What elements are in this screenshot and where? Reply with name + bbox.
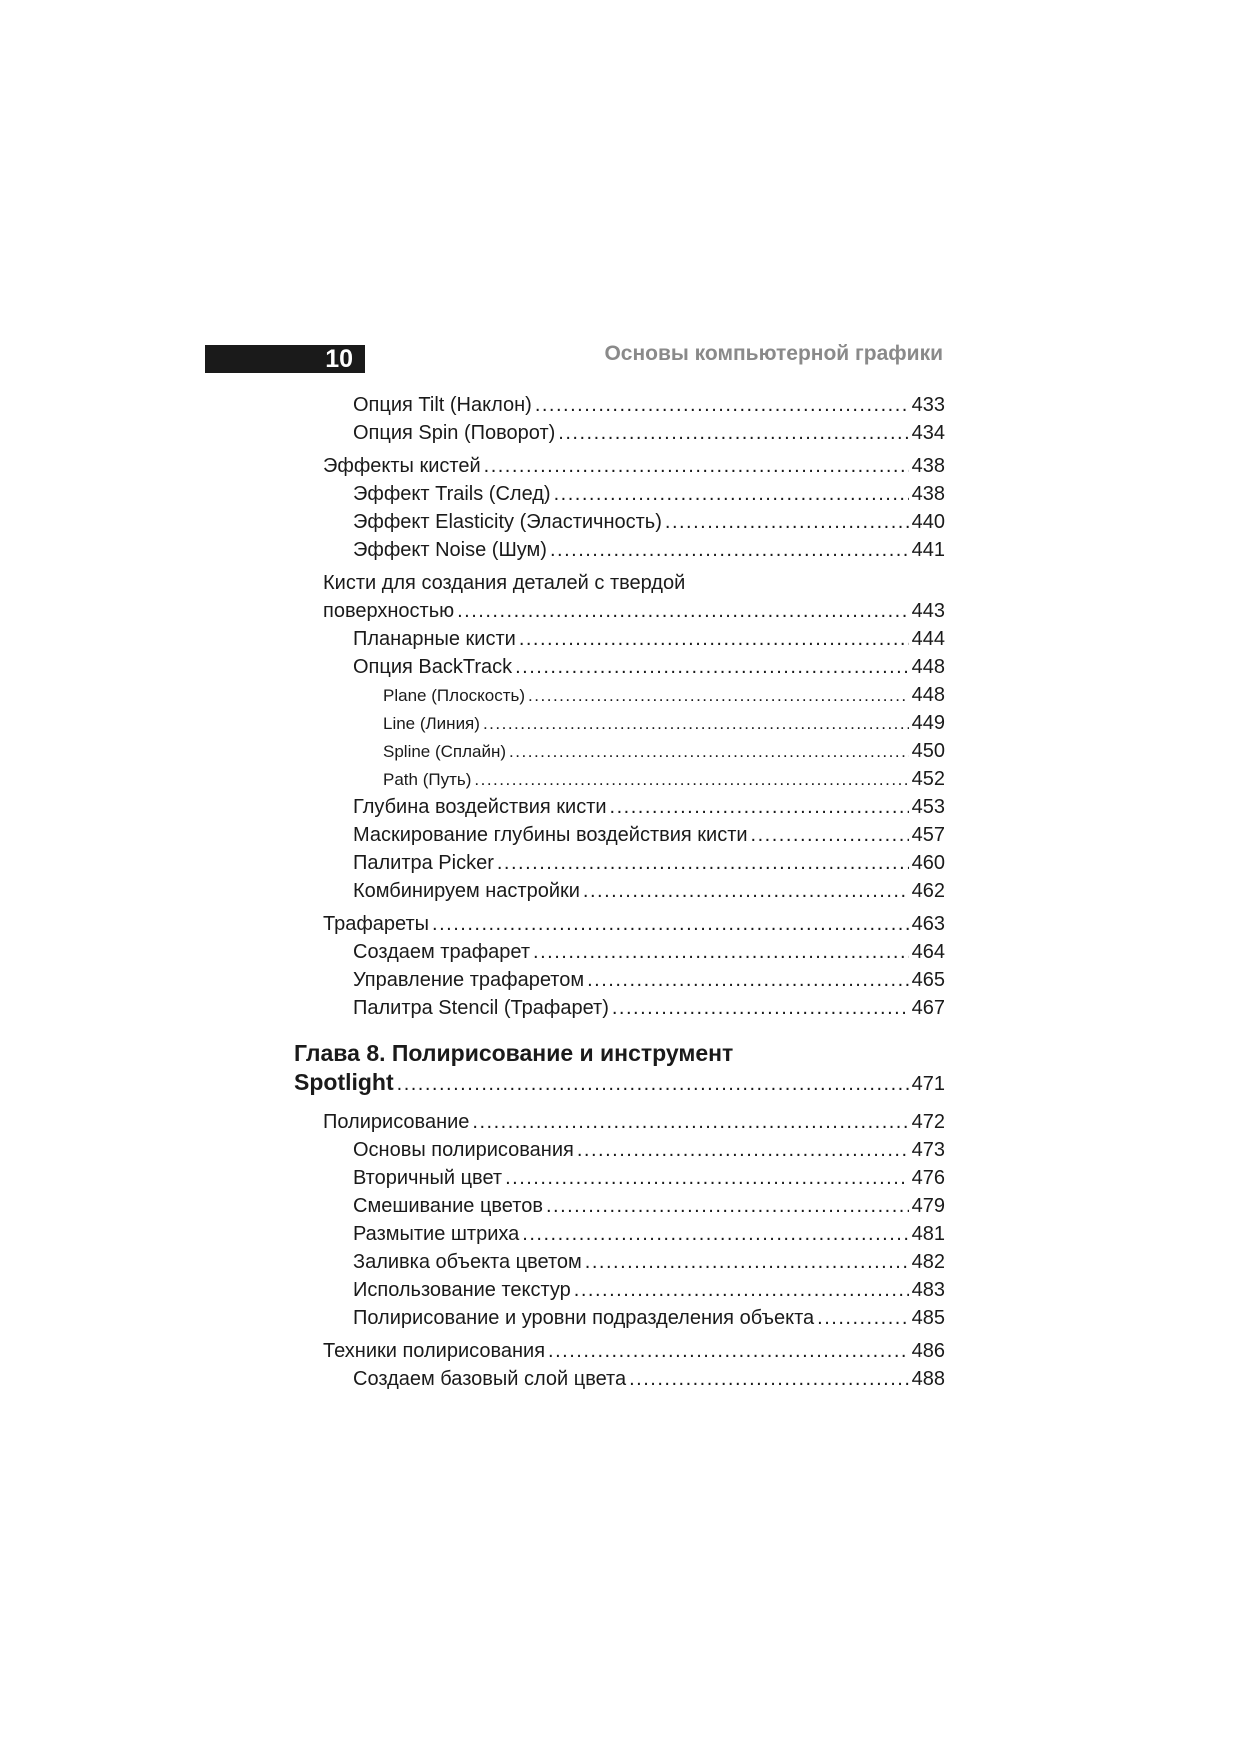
toc-entry[interactable] bbox=[383, 684, 945, 707]
leader-dots bbox=[751, 824, 909, 847]
toc-entry-page: 457 bbox=[911, 824, 945, 846]
toc-entry-title: Опция Spin (Поворот) bbox=[353, 422, 556, 444]
toc-entry-page: 481 bbox=[911, 1223, 945, 1245]
toc-entry-title: Эффект Noise (Шум) bbox=[353, 539, 547, 561]
leader-dots bbox=[546, 1195, 909, 1218]
leader-dots bbox=[505, 1167, 909, 1190]
toc-entry-title: Эффекты кистей bbox=[323, 455, 481, 477]
toc-entry-page: 438 bbox=[911, 455, 945, 477]
leader-dots bbox=[558, 422, 908, 445]
toc-entry-title: Глубина воздействия кисти bbox=[353, 796, 607, 818]
toc-entry[interactable] bbox=[383, 712, 945, 735]
leader-dots bbox=[583, 880, 909, 903]
toc-entry[interactable] bbox=[323, 1340, 945, 1363]
leader-dots bbox=[554, 483, 909, 506]
toc-entry-page: 448 bbox=[911, 656, 945, 678]
toc-entry-page: 440 bbox=[911, 511, 945, 533]
toc-entry-title: Spotlight bbox=[294, 1069, 394, 1095]
toc-entry-page: 450 bbox=[911, 740, 945, 762]
leader-dots bbox=[577, 1139, 909, 1162]
toc-entry-page: 476 bbox=[911, 1167, 945, 1189]
toc-entry[interactable] bbox=[353, 1139, 945, 1162]
toc-entry[interactable] bbox=[353, 656, 945, 679]
toc-entry-title: Планарные кисти bbox=[353, 628, 516, 650]
toc-entry-title: Вторичный цвет bbox=[353, 1167, 503, 1189]
page-header bbox=[205, 340, 943, 376]
toc-entry-page: 444 bbox=[911, 628, 945, 650]
toc-entry-page: 443 bbox=[911, 600, 945, 622]
leader-dots bbox=[432, 913, 909, 936]
leader-dots bbox=[574, 1279, 909, 1302]
leader-dots bbox=[528, 686, 909, 706]
toc-entry-title: поверхностью bbox=[323, 600, 455, 622]
toc-entry[interactable] bbox=[323, 600, 945, 623]
toc-entry-title: Комбинируем настройки bbox=[353, 880, 580, 902]
toc-entry[interactable] bbox=[353, 969, 945, 992]
toc-entry-title: Создаем базовый слой цвета bbox=[353, 1368, 627, 1390]
toc-entry-title: Spline (Сплайн) bbox=[383, 742, 507, 761]
toc-entry[interactable] bbox=[383, 768, 945, 791]
toc-entry-page: 465 bbox=[911, 969, 945, 991]
leader-dots bbox=[474, 770, 908, 790]
toc-entry-title: Полирисование bbox=[323, 1111, 470, 1133]
toc-entry-title: Полирисование и уровни подразделения объекта bbox=[353, 1307, 815, 1329]
toc-entry[interactable] bbox=[353, 1368, 945, 1391]
toc-entry-page: 449 bbox=[911, 712, 945, 734]
leader-dots bbox=[457, 600, 909, 623]
toc-entry[interactable] bbox=[353, 539, 945, 562]
toc-entry-title: Plane (Плоскость) bbox=[383, 686, 526, 705]
toc-entry[interactable] bbox=[353, 1307, 945, 1330]
toc-entry-page: 486 bbox=[911, 1340, 945, 1362]
leader-dots bbox=[533, 941, 909, 964]
leader-dots bbox=[515, 656, 909, 679]
toc-entry-page: 467 bbox=[911, 997, 945, 1019]
toc-entry-title: Path (Путь) bbox=[383, 770, 472, 789]
toc-entry[interactable] bbox=[323, 1111, 945, 1134]
toc-entry-page: 438 bbox=[911, 483, 945, 505]
toc-entry[interactable] bbox=[353, 628, 945, 651]
leader-dots bbox=[629, 1368, 909, 1391]
toc-entry-title: Опция Tilt (Наклон) bbox=[353, 394, 532, 416]
leader-dots bbox=[497, 852, 909, 875]
toc-entry[interactable] bbox=[353, 1223, 945, 1246]
toc-entry-title: Маскирование глубины воздействия кисти bbox=[353, 824, 748, 846]
toc-entry-title: Техники полирисования bbox=[323, 1340, 546, 1362]
toc-entry[interactable] bbox=[353, 1167, 945, 1190]
toc-entry-title: Смешивание цветов bbox=[353, 1195, 543, 1217]
leader-dots bbox=[509, 742, 909, 762]
toc-entry[interactable] bbox=[383, 740, 945, 763]
toc-entry[interactable] bbox=[353, 483, 945, 506]
toc-entry-page: 441 bbox=[911, 539, 945, 561]
leader-dots bbox=[612, 997, 909, 1020]
leader-dots bbox=[472, 1111, 908, 1134]
toc-entry[interactable] bbox=[353, 422, 945, 445]
leader-dots bbox=[550, 539, 909, 562]
toc-entry[interactable] bbox=[353, 880, 945, 903]
toc-entry-title: Создаем трафарет bbox=[353, 941, 531, 963]
toc-entry[interactable] bbox=[353, 511, 945, 534]
leader-dots bbox=[522, 1223, 908, 1246]
toc-entry-title: Заливка объекта цветом bbox=[353, 1251, 582, 1273]
toc-entry-page: 483 bbox=[911, 1279, 945, 1301]
toc-entry[interactable] bbox=[353, 941, 945, 964]
toc-entry-page: 472 bbox=[911, 1111, 945, 1133]
leader-dots bbox=[484, 455, 909, 478]
leader-dots bbox=[665, 511, 909, 534]
toc-entry-page: 452 bbox=[911, 768, 945, 790]
toc-entry[interactable] bbox=[353, 1279, 945, 1302]
toc-entry-page: 463 bbox=[911, 913, 945, 935]
toc-entry-title-line: Кисти для создания деталей с твердой bbox=[323, 572, 686, 594]
page-number: 10 bbox=[205, 345, 365, 373]
toc-entry-page: 479 bbox=[911, 1195, 945, 1217]
toc-entry-page: 453 bbox=[911, 796, 945, 818]
toc-entry-page: 471 bbox=[911, 1073, 945, 1095]
toc-entry[interactable] bbox=[353, 997, 945, 1020]
toc-entry-title: Управление трафаретом bbox=[353, 969, 585, 991]
toc-entry[interactable] bbox=[323, 913, 945, 936]
toc-entry-title: Использование текстур bbox=[353, 1279, 571, 1301]
toc-entry-page: 434 bbox=[911, 422, 945, 444]
toc-entry[interactable] bbox=[353, 824, 945, 847]
toc-entry-page: 460 bbox=[911, 852, 945, 874]
toc-entry-page: 448 bbox=[911, 684, 945, 706]
toc-entry-page: 464 bbox=[911, 941, 945, 963]
leader-dots bbox=[548, 1340, 909, 1363]
toc-entry[interactable] bbox=[353, 796, 945, 819]
chapter-title-line: Глава 8. Полирисование и инструмент bbox=[294, 1040, 734, 1066]
running-title: Основы компьютерной графики bbox=[604, 342, 943, 365]
toc-entry[interactable] bbox=[323, 455, 945, 478]
toc-entry-title: Трафареты bbox=[323, 913, 430, 935]
toc-entry-title: Основы полирисования bbox=[353, 1139, 574, 1161]
toc-entry-title: Эффект Trails (След) bbox=[353, 483, 551, 505]
toc-entry[interactable] bbox=[353, 1251, 945, 1274]
leader-dots bbox=[535, 394, 909, 417]
toc-entry-page: 482 bbox=[911, 1251, 945, 1273]
toc-entry[interactable] bbox=[353, 394, 945, 417]
leader-dots bbox=[519, 628, 909, 651]
toc-entry-page: 488 bbox=[911, 1368, 945, 1390]
toc-entry[interactable] bbox=[353, 852, 945, 875]
toc-entry-page: 433 bbox=[911, 394, 945, 416]
toc-chapter-entry[interactable] bbox=[294, 1069, 945, 1096]
toc-entry-title: Опция BackTrack bbox=[353, 656, 513, 678]
toc-entry-page: 473 bbox=[911, 1139, 945, 1161]
toc-entry-title: Палитра Stencil (Трафарет) bbox=[353, 997, 609, 1019]
leader-dots bbox=[585, 1251, 909, 1274]
toc-entry-title: Line (Линия) bbox=[383, 714, 480, 733]
toc-entry[interactable] bbox=[353, 1195, 945, 1218]
leader-dots bbox=[397, 1073, 909, 1096]
leader-dots bbox=[817, 1307, 908, 1330]
leader-dots bbox=[610, 796, 909, 819]
toc-entry-title: Эффект Elasticity (Эластичность) bbox=[353, 511, 662, 533]
leader-dots bbox=[483, 714, 909, 734]
toc-entry-title: Размытие штриха bbox=[353, 1223, 520, 1245]
toc-entry-page: 462 bbox=[911, 880, 945, 902]
leader-dots bbox=[587, 969, 909, 992]
toc-entry-page: 485 bbox=[911, 1307, 945, 1329]
toc-entry-title: Палитра Picker bbox=[353, 852, 494, 874]
